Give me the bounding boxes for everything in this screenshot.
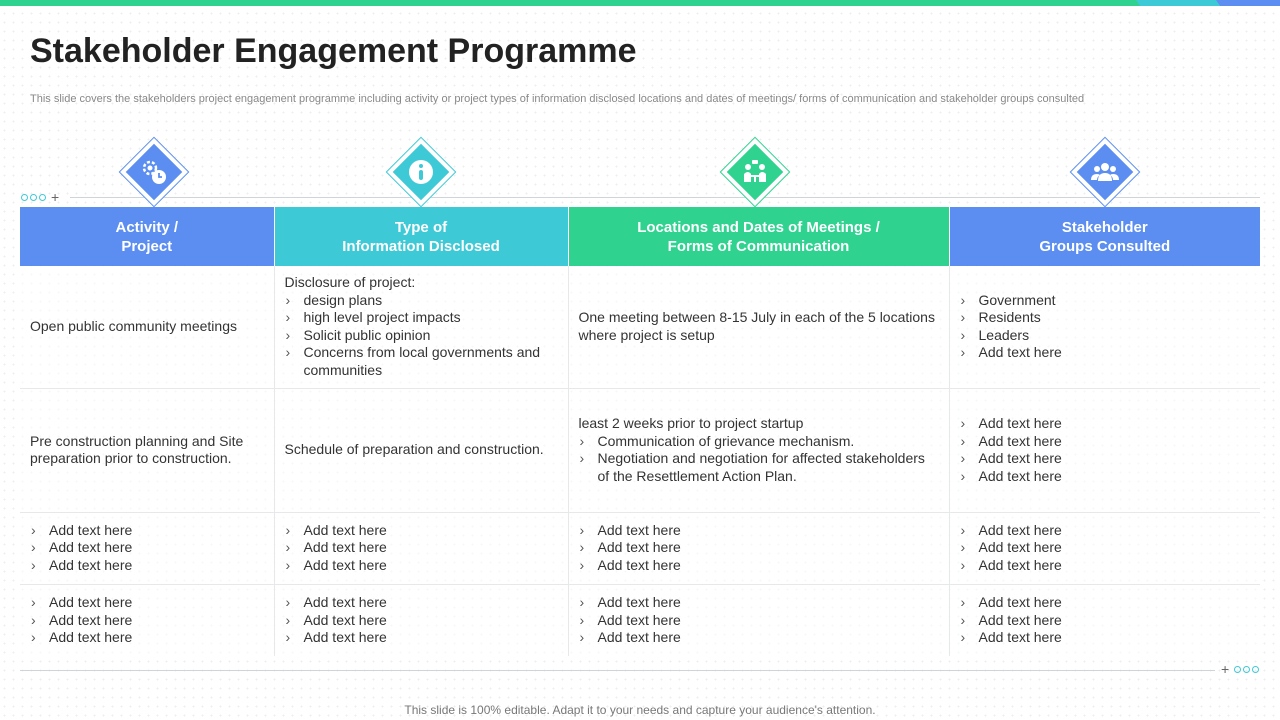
- meeting-icon: [739, 156, 771, 188]
- table-row: [20, 512, 1260, 584]
- list-item: › Add text here: [579, 539, 939, 557]
- cell-locations: [568, 512, 949, 584]
- header-locations: Locations and Dates of Meetings / Forms of Communication: [568, 207, 949, 266]
- plus-icon: +: [51, 189, 60, 205]
- cell-groups: [949, 512, 1260, 584]
- plus-icon: +: [1221, 661, 1230, 677]
- header-activity: Activity / Project: [20, 207, 274, 266]
- top-bar-blue: [1216, 0, 1280, 6]
- bullet-list: [579, 522, 939, 575]
- list-item: › Add text here: [285, 539, 558, 557]
- list-item: › Add text here: [960, 433, 1251, 451]
- list-item: › Add text here: [579, 629, 939, 647]
- list-item: › Add text here: [30, 594, 264, 612]
- cell-activity: Pre construction planning and Site preparation prior to construction.: [20, 388, 274, 512]
- list-item: › Add text here: [960, 522, 1251, 540]
- cell-information: [274, 584, 568, 656]
- bullet-list: [285, 292, 558, 380]
- bullet-list: [960, 415, 1251, 485]
- ring-icon: [21, 194, 28, 201]
- list-item: › Communication of grievance mechanism.: [579, 433, 939, 451]
- decorative-dots-right: [1218, 661, 1259, 677]
- footer-note: This slide is 100% editable. Adapt it to your needs and capture your audience's attention.: [404, 703, 876, 717]
- bullet-list: [579, 433, 939, 486]
- list-item: › Add text here: [960, 539, 1251, 557]
- bullet-list: [960, 522, 1251, 575]
- table-header-row: [20, 207, 1260, 266]
- list-item: › high level project impacts: [285, 309, 558, 327]
- list-item: › Add text here: [30, 612, 264, 630]
- cell-locations: One meeting between 8-15 July in each of the 5 locations where project is setup: [568, 266, 949, 388]
- list-item: › Add text here: [960, 594, 1251, 612]
- top-bar-green: [0, 0, 1140, 6]
- column-icon-activity: [119, 137, 189, 207]
- bullet-list: [30, 594, 264, 647]
- list-item: › Add text here: [960, 468, 1251, 486]
- header-information: Type of Information Disclosed: [274, 207, 568, 266]
- cell-activity: Open public community meetings: [20, 266, 274, 388]
- page-title: Stakeholder Engagement Programme: [30, 32, 637, 70]
- cell-intro: Disclosure of project:: [284, 274, 416, 291]
- bullet-list: [285, 594, 558, 647]
- info-icon: [405, 156, 437, 188]
- list-item: › Negotiation and negotiation for affected stakeholders of the Resettlement Action Plan.: [579, 450, 939, 485]
- group-icon: [1089, 156, 1121, 188]
- bullet-list: [30, 522, 264, 575]
- list-item: › Add text here: [30, 522, 264, 540]
- list-item: › Add text here: [285, 594, 558, 612]
- ring-icon: [30, 194, 37, 201]
- list-item: › Add text here: [285, 612, 558, 630]
- cell-activity: [20, 584, 274, 656]
- list-item: › Add text here: [579, 522, 939, 540]
- engagement-table: [20, 207, 1260, 656]
- decorative-dots-left: [21, 189, 62, 205]
- ring-icon: [1234, 666, 1241, 673]
- list-item: › Residents: [960, 309, 1251, 327]
- list-item: › Add text here: [960, 629, 1251, 647]
- list-item: › design plans: [285, 292, 558, 310]
- list-item: › Add text here: [960, 415, 1251, 433]
- list-item: › Add text here: [30, 539, 264, 557]
- list-item: › Solicit public opinion: [285, 327, 558, 345]
- top-accent-bar: [0, 0, 1280, 6]
- list-item: › Government: [960, 292, 1251, 310]
- list-item: › Concerns from local governments and communities: [285, 344, 558, 379]
- cell-information: [274, 512, 568, 584]
- bullet-list: [579, 594, 939, 647]
- list-item: › Add text here: [579, 594, 939, 612]
- ring-icon: [1243, 666, 1250, 673]
- table-row: [20, 388, 1260, 512]
- cell-activity: [20, 512, 274, 584]
- list-item: › Add text here: [960, 450, 1251, 468]
- list-item: › Add text here: [579, 612, 939, 630]
- column-icon-info: [386, 137, 456, 207]
- gear-clock-icon: [138, 156, 170, 188]
- header-groups: Stakeholder Groups Consulted: [949, 207, 1260, 266]
- table-row: [20, 266, 1260, 388]
- table-row: [20, 584, 1260, 656]
- list-item: › Add text here: [30, 629, 264, 647]
- list-item: › Leaders: [960, 327, 1251, 345]
- cell-groups: [949, 388, 1260, 512]
- list-item: › Add text here: [960, 612, 1251, 630]
- cell-information: [274, 266, 568, 388]
- cell-locations: [568, 584, 949, 656]
- bullet-list: [960, 594, 1251, 647]
- bullet-list: [285, 522, 558, 575]
- cell-groups: [949, 266, 1260, 388]
- list-item: › Add text here: [30, 557, 264, 575]
- list-item: › Add text here: [960, 557, 1251, 575]
- list-item: › Add text here: [285, 557, 558, 575]
- list-item: › Add text here: [285, 522, 558, 540]
- ring-icon: [39, 194, 46, 201]
- cell-groups: [949, 584, 1260, 656]
- cell-intro: least 2 weeks prior to project startup: [578, 415, 804, 431]
- cell-locations: [568, 388, 949, 512]
- list-item: › Add text here: [960, 344, 1251, 362]
- top-bar-teal: [1136, 0, 1222, 6]
- list-item: › Add text here: [285, 629, 558, 647]
- cell-information: Schedule of preparation and construction.: [274, 388, 568, 512]
- ring-icon: [1252, 666, 1259, 673]
- page-subtitle: This slide covers the stakeholders project engagement programme including activity or project types of information disclosed locations and dates of meetings/ forms of communication and stakeholder groups consulted: [30, 93, 1085, 105]
- column-icon-meetings: [720, 137, 790, 207]
- list-item: › Add text here: [579, 557, 939, 575]
- bullet-list: [960, 292, 1251, 362]
- column-icon-groups: [1070, 137, 1140, 207]
- divider-bottom: [20, 670, 1215, 671]
